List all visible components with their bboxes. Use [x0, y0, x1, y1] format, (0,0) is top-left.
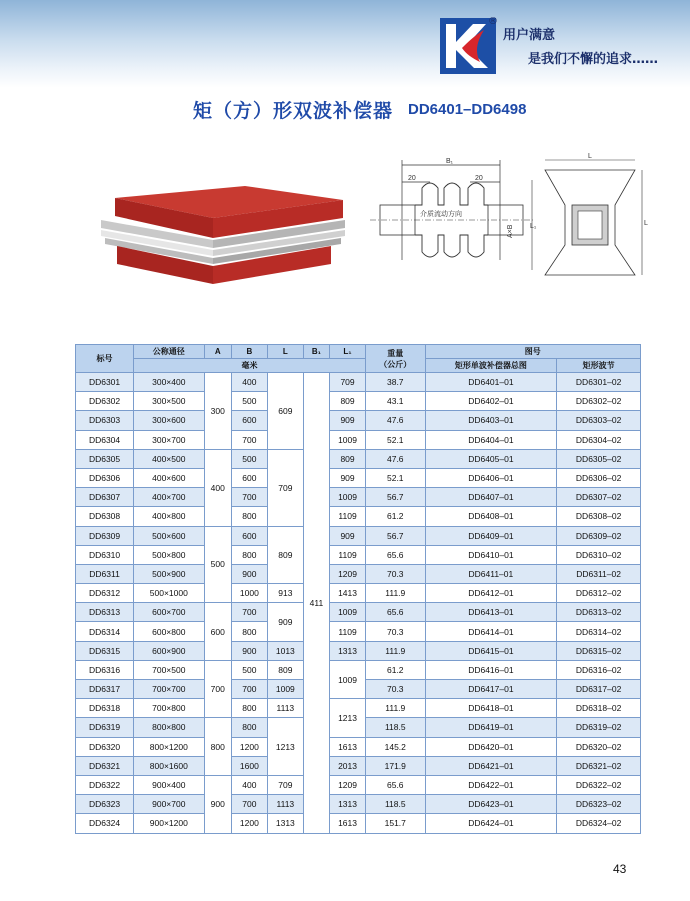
page-number: 43 — [613, 862, 627, 876]
cell-weight: 70.3 — [366, 564, 426, 583]
cell-nominal: 700×500 — [134, 660, 204, 679]
header-band — [0, 0, 690, 88]
cell-l1: 1009 — [330, 488, 366, 507]
cell-drawing-assembly: DD6424–01 — [425, 814, 557, 833]
cell-weight: 38.7 — [366, 373, 426, 392]
cell-drawing-section: DD6316–02 — [557, 660, 641, 679]
cell-nominal: 400×600 — [134, 468, 204, 487]
cell-drawing-assembly: DD6413–01 — [425, 603, 557, 622]
cell-b: 700 — [231, 488, 267, 507]
cell-weight: 61.2 — [366, 660, 426, 679]
cell-weight: 61.2 — [366, 507, 426, 526]
cell-weight: 70.3 — [366, 622, 426, 641]
cell-a: 600 — [204, 603, 231, 661]
cell-a: 900 — [204, 775, 231, 833]
cell-b1: 411 — [303, 373, 329, 834]
cell-b: 400 — [231, 373, 267, 392]
dim-20-left: 20 — [408, 175, 416, 182]
cell-l1: 1613 — [330, 814, 366, 833]
cell-weight: 47.6 — [366, 449, 426, 468]
col-l: L — [267, 345, 303, 359]
unit-mm: 毫米 — [134, 359, 366, 373]
cell-a: 700 — [204, 660, 231, 718]
cell-l: 609 — [267, 373, 303, 450]
cell-drawing-assembly: DD6417–01 — [425, 680, 557, 699]
cell-nominal: 300×600 — [134, 411, 204, 430]
cell-b: 800 — [231, 718, 267, 737]
page-title: 矩（方）形双波补偿器 — [193, 100, 394, 122]
cell-drawing-assembly: DD6420–01 — [425, 737, 557, 756]
cell-drawing-section: DD6315–02 — [557, 641, 641, 660]
cell-b: 500 — [231, 392, 267, 411]
cell-b: 800 — [231, 545, 267, 564]
cell-b: 700 — [231, 430, 267, 449]
cell-a: 300 — [204, 373, 231, 450]
cell-l1: 1109 — [330, 622, 366, 641]
cell-b: 800 — [231, 507, 267, 526]
cell-drawing-section: DD6313–02 — [557, 603, 641, 622]
cell-l: 709 — [267, 775, 303, 794]
cell-nominal: 400×500 — [134, 449, 204, 468]
flow-direction-label: 介质流动方向 — [420, 211, 462, 218]
dim-l-right-label: L — [644, 220, 648, 227]
cell-drawing-assembly: DD6412–01 — [425, 584, 557, 603]
dim-l-label: L — [588, 153, 592, 160]
cell-weight: 56.7 — [366, 526, 426, 545]
cell-l: 1213 — [267, 718, 303, 776]
cell-drawing-section: DD6322–02 — [557, 775, 641, 794]
cell-weight: 111.9 — [366, 641, 426, 660]
cell-code: DD6314 — [76, 622, 134, 641]
cell-b: 900 — [231, 564, 267, 583]
cell-l: 1009 — [267, 680, 303, 699]
cell-weight: 111.9 — [366, 699, 426, 718]
cell-nominal: 800×1200 — [134, 737, 204, 756]
cell-drawing-section: DD6318–02 — [557, 699, 641, 718]
cell-drawing-section: DD6304–02 — [557, 430, 641, 449]
cell-drawing-section: DD6310–02 — [557, 545, 641, 564]
cell-drawing-section: DD6302–02 — [557, 392, 641, 411]
cell-drawing-section: DD6320–02 — [557, 737, 641, 756]
cell-b: 500 — [231, 660, 267, 679]
model-range: DD6401–DD6498 — [408, 101, 527, 118]
cell-weight: 47.6 — [366, 411, 426, 430]
cell-l1: 1213 — [330, 699, 366, 737]
technical-drawing — [360, 150, 650, 290]
cell-drawing-assembly: DD6419–01 — [425, 718, 557, 737]
cell-l: 1113 — [267, 795, 303, 814]
cell-weight: 56.7 — [366, 488, 426, 507]
cell-b: 1000 — [231, 584, 267, 603]
cell-weight: 171.9 — [366, 756, 426, 775]
cell-l: 809 — [267, 526, 303, 584]
cell-weight: 43.1 — [366, 392, 426, 411]
cell-l: 709 — [267, 449, 303, 526]
cell-drawing-assembly: DD6421–01 — [425, 756, 557, 775]
cell-b: 900 — [231, 641, 267, 660]
cell-drawing-assembly: DD6405–01 — [425, 449, 557, 468]
cell-nominal: 400×800 — [134, 507, 204, 526]
cell-a: 500 — [204, 526, 231, 603]
cell-code: DD6312 — [76, 584, 134, 603]
cell-drawing-assembly: DD6403–01 — [425, 411, 557, 430]
cell-drawing-section: DD6317–02 — [557, 680, 641, 699]
cell-code: DD6320 — [76, 737, 134, 756]
cell-l1: 1009 — [330, 603, 366, 622]
cell-nominal: 900×400 — [134, 775, 204, 794]
col-weight-unit: （公斤） — [379, 359, 412, 369]
col-b1: B₁ — [303, 345, 329, 359]
cell-code: DD6307 — [76, 488, 134, 507]
cell-weight: 151.7 — [366, 814, 426, 833]
cell-b: 600 — [231, 526, 267, 545]
cell-drawing-assembly: DD6404–01 — [425, 430, 557, 449]
col-weight — [366, 345, 426, 373]
cell-code: DD6308 — [76, 507, 134, 526]
cell-code: DD6303 — [76, 411, 134, 430]
cell-b: 1200 — [231, 737, 267, 756]
dim-b1-label: B₁ — [446, 158, 454, 165]
cell-weight: 111.9 — [366, 584, 426, 603]
col-drawing-section: 矩形波节 — [557, 359, 641, 373]
cell-drawing-assembly: DD6411–01 — [425, 564, 557, 583]
col-b: B — [231, 345, 267, 359]
col-drawing-no: 图号 — [425, 345, 640, 359]
cell-l1: 909 — [330, 526, 366, 545]
cell-code: DD6301 — [76, 373, 134, 392]
cell-drawing-section: DD6321–02 — [557, 756, 641, 775]
cell-b: 700 — [231, 680, 267, 699]
col-code: 标号 — [76, 345, 134, 373]
cell-l: 809 — [267, 660, 303, 679]
cell-nominal: 900×700 — [134, 795, 204, 814]
cell-l: 1013 — [267, 641, 303, 660]
cell-nominal: 500×900 — [134, 564, 204, 583]
cell-weight: 70.3 — [366, 680, 426, 699]
cell-weight: 65.6 — [366, 545, 426, 564]
dim-l1-label: L₁ — [530, 223, 537, 230]
cell-b: 500 — [231, 449, 267, 468]
col-nominal: 公称通径 — [134, 345, 204, 359]
cell-code: DD6304 — [76, 430, 134, 449]
cell-l1: 1109 — [330, 507, 366, 526]
cell-drawing-assembly: DD6418–01 — [425, 699, 557, 718]
cell-nominal: 500×600 — [134, 526, 204, 545]
cell-code: DD6313 — [76, 603, 134, 622]
cell-l1: 1313 — [330, 795, 366, 814]
cell-a: 400 — [204, 449, 231, 526]
cell-l1: 809 — [330, 392, 366, 411]
cell-l1: 1613 — [330, 737, 366, 756]
cell-nominal: 600×800 — [134, 622, 204, 641]
cell-nominal: 300×700 — [134, 430, 204, 449]
slogan-line-2: 是我们不懈的追求…… — [528, 52, 659, 67]
dim-20-right: 20 — [475, 175, 483, 182]
cell-drawing-assembly: DD6410–01 — [425, 545, 557, 564]
cell-b: 1600 — [231, 756, 267, 775]
cell-nominal: 800×800 — [134, 718, 204, 737]
spec-table — [75, 344, 641, 834]
cell-l1: 909 — [330, 411, 366, 430]
cell-b: 800 — [231, 699, 267, 718]
cell-code: DD6323 — [76, 795, 134, 814]
cell-nominal: 800×1600 — [134, 756, 204, 775]
cell-drawing-section: DD6312–02 — [557, 584, 641, 603]
cell-drawing-section: DD6301–02 — [557, 373, 641, 392]
cell-l1: 909 — [330, 468, 366, 487]
slogan-line-1: 用户满意 — [503, 28, 556, 43]
cell-drawing-section: DD6311–02 — [557, 564, 641, 583]
cell-weight: 52.1 — [366, 468, 426, 487]
cell-drawing-assembly: DD6408–01 — [425, 507, 557, 526]
cell-drawing-assembly: DD6422–01 — [425, 775, 557, 794]
cell-weight: 118.5 — [366, 795, 426, 814]
cell-drawing-assembly: DD6414–01 — [425, 622, 557, 641]
cell-code: DD6316 — [76, 660, 134, 679]
cell-weight: 52.1 — [366, 430, 426, 449]
cell-weight: 145.2 — [366, 737, 426, 756]
cell-code: DD6302 — [76, 392, 134, 411]
cell-drawing-section: DD6305–02 — [557, 449, 641, 468]
cell-b: 600 — [231, 468, 267, 487]
cell-nominal: 500×1000 — [134, 584, 204, 603]
cell-drawing-assembly: DD6415–01 — [425, 641, 557, 660]
cell-code: DD6306 — [76, 468, 134, 487]
cell-weight: 65.6 — [366, 775, 426, 794]
cell-b: 700 — [231, 795, 267, 814]
col-weight-label: 重量 — [387, 348, 404, 358]
cell-nominal: 600×700 — [134, 603, 204, 622]
cell-code: DD6311 — [76, 564, 134, 583]
cell-code: DD6318 — [76, 699, 134, 718]
dim-axb-label: A×B — [507, 224, 514, 238]
registered-mark: ® — [488, 16, 498, 27]
cell-drawing-section: DD6308–02 — [557, 507, 641, 526]
cell-code: DD6321 — [76, 756, 134, 775]
cell-drawing-assembly: DD6401–01 — [425, 373, 557, 392]
cell-weight: 118.5 — [366, 718, 426, 737]
cell-code: DD6309 — [76, 526, 134, 545]
cell-l1: 1009 — [330, 660, 366, 698]
cell-nominal: 900×1200 — [134, 814, 204, 833]
cell-drawing-section: DD6319–02 — [557, 718, 641, 737]
cell-nominal: 400×700 — [134, 488, 204, 507]
cell-drawing-section: DD6323–02 — [557, 795, 641, 814]
cell-l: 913 — [267, 584, 303, 603]
cell-l: 1313 — [267, 814, 303, 833]
cell-b: 700 — [231, 603, 267, 622]
cell-weight: 65.6 — [366, 603, 426, 622]
cell-code: DD6324 — [76, 814, 134, 833]
cell-nominal: 700×700 — [134, 680, 204, 699]
cell-drawing-assembly: DD6406–01 — [425, 468, 557, 487]
cell-l: 909 — [267, 603, 303, 641]
cell-l: 1113 — [267, 699, 303, 718]
cell-drawing-assembly: DD6416–01 — [425, 660, 557, 679]
cell-drawing-section: DD6303–02 — [557, 411, 641, 430]
cell-drawing-section: DD6309–02 — [557, 526, 641, 545]
cell-b: 1200 — [231, 814, 267, 833]
cell-drawing-assembly: DD6402–01 — [425, 392, 557, 411]
col-drawing-assembly: 矩形单波补偿器总图 — [425, 359, 557, 373]
cell-l1: 1209 — [330, 775, 366, 794]
cell-nominal: 600×900 — [134, 641, 204, 660]
cell-b: 600 — [231, 411, 267, 430]
cell-nominal: 700×800 — [134, 699, 204, 718]
cell-drawing-section: DD6314–02 — [557, 622, 641, 641]
cell-drawing-section: DD6324–02 — [557, 814, 641, 833]
cell-l1: 2013 — [330, 756, 366, 775]
cell-nominal: 300×400 — [134, 373, 204, 392]
col-l1: L₁ — [330, 345, 366, 359]
cell-nominal: 300×500 — [134, 392, 204, 411]
cell-code: DD6310 — [76, 545, 134, 564]
cell-l1: 709 — [330, 373, 366, 392]
cell-drawing-section: DD6307–02 — [557, 488, 641, 507]
cell-drawing-assembly: DD6409–01 — [425, 526, 557, 545]
product-photo — [95, 178, 345, 288]
cell-code: DD6319 — [76, 718, 134, 737]
cell-code: DD6317 — [76, 680, 134, 699]
cell-drawing-section: DD6306–02 — [557, 468, 641, 487]
cell-drawing-assembly: DD6407–01 — [425, 488, 557, 507]
cell-l1: 1109 — [330, 545, 366, 564]
cell-code: DD6322 — [76, 775, 134, 794]
cell-l1: 1313 — [330, 641, 366, 660]
cell-l1: 809 — [330, 449, 366, 468]
cell-l1: 1413 — [330, 584, 366, 603]
cell-code: DD6315 — [76, 641, 134, 660]
cell-a: 800 — [204, 718, 231, 776]
cell-drawing-assembly: DD6423–01 — [425, 795, 557, 814]
cell-l1: 1009 — [330, 430, 366, 449]
cell-code: DD6305 — [76, 449, 134, 468]
cell-b: 400 — [231, 775, 267, 794]
cell-b: 800 — [231, 622, 267, 641]
cell-nominal: 500×800 — [134, 545, 204, 564]
col-a: A — [204, 345, 231, 359]
cell-l1: 1209 — [330, 564, 366, 583]
